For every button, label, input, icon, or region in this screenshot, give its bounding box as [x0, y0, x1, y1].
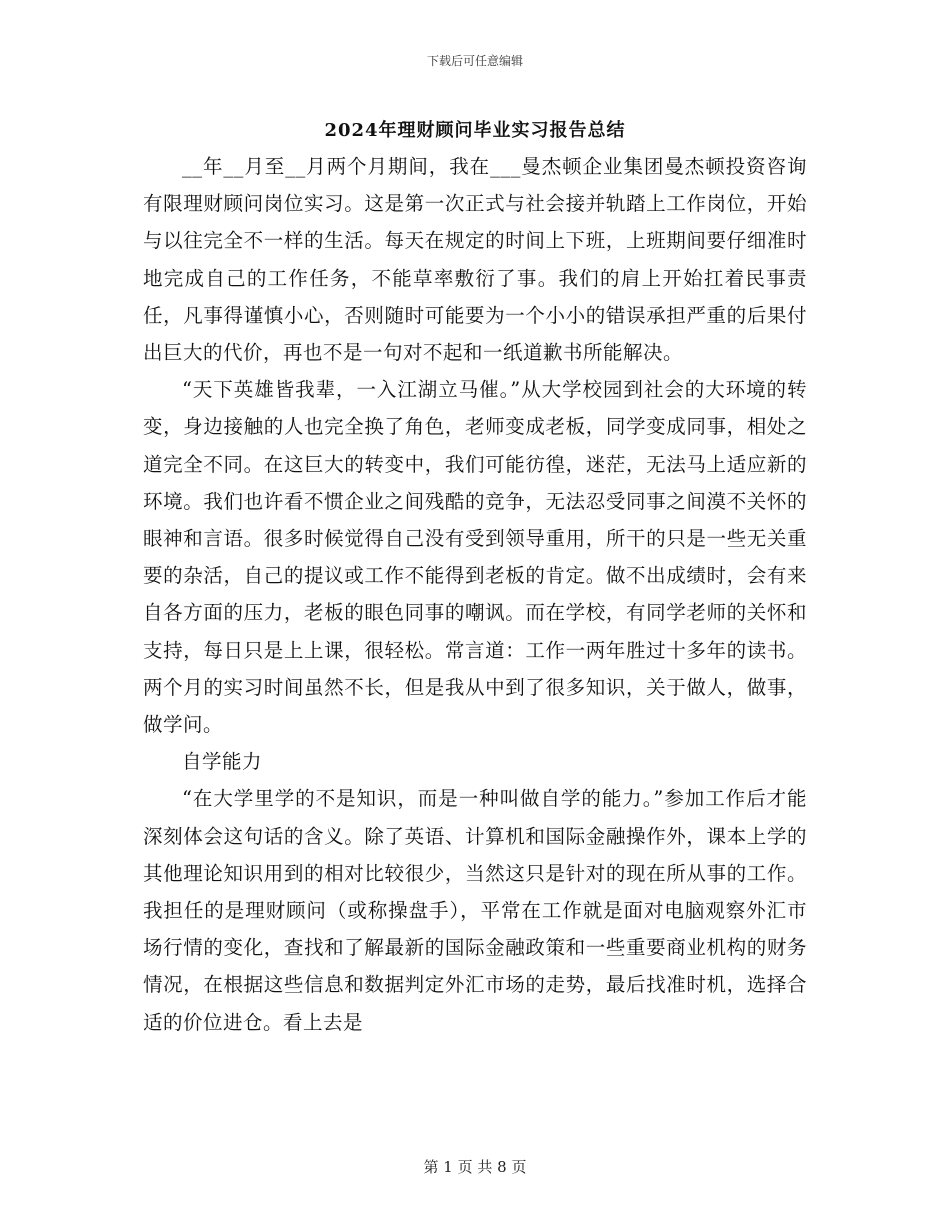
section-heading-self-learning: 自学能力	[182, 750, 263, 774]
page-header-note: 下载后可任意编辑	[426, 54, 523, 68]
page-number: 第 1 页 共 8 页	[423, 1158, 527, 1176]
document-title: 2024年理财顾问毕业实习报告总结	[324, 120, 626, 141]
paragraph-1: __年__月至__月两个月期间，我在___曼杰顿企业集团曼杰顿投资咨询有限理财顾问岗位实习。这是第一次正式与社会接并轨踏上工作岗位，开始与以往完全不一样的生活。每天在规定的时间上下班，上班期间要仔细准时地完成自己的工作任务，不能草率敷衍了事。我们的肩上开始扛着民事责任，凡事得谨慎小心，否则随时可能要为一个小小的错误承担严重的后果付出巨大的代价，再也不是一句对不起和一纸道歉书所能解决。	[143, 155, 807, 365]
paragraph-2: “天下英雄皆我辈，一入江湖立马催。”从大学校园到社会的大环境的转变，身边接触的人也完全换了角色，老师变成老板，同学变成同事，相处之道完全不同。在这巨大的转变中，我们可能彷徨，迷茫，无法马上适应新的环境。我们也许看不惯企业之间残酷的竞争，无法忍受同事之间漠不关怀的眼神和言语。很多时候觉得自己没有受到领导重用，所干的只是一些无关重要的杂活，自己的提议或工作不能得到老板的肯定。做不出成绩时，会有来自各方面的压力，老板的眼色同事的嘲讽。而在学校，有同学老师的关怀和支持，每日只是上上课，很轻松。常言道：工作一两年胜过十多年的读书。两个月的实习时间虽然不长，但是我从中到了很多知识，关于做人，做事，做学问。	[143, 378, 807, 737]
document-body	[143, 148, 807, 1041]
paragraph-3: “在大学里学的不是知识，而是一种叫做自学的能力。”参加工作后才能深刻体会这句话的含义。除了英语、计算机和国际金融操作外，课本上学的其他理论知识用到的相对比较很少，当然这只是针对的现在所从事的工作。我担任的是理财顾问（或称操盘手），平常在工作就是面对电脑观察外汇市场行情的变化，查找和了解最新的国际金融政策和一些重要商业机构的财务情况，在根据这些信息和数据判定外汇市场的走势，最后找准时机，选择合适的价位进仓。看上去是	[143, 787, 807, 1034]
